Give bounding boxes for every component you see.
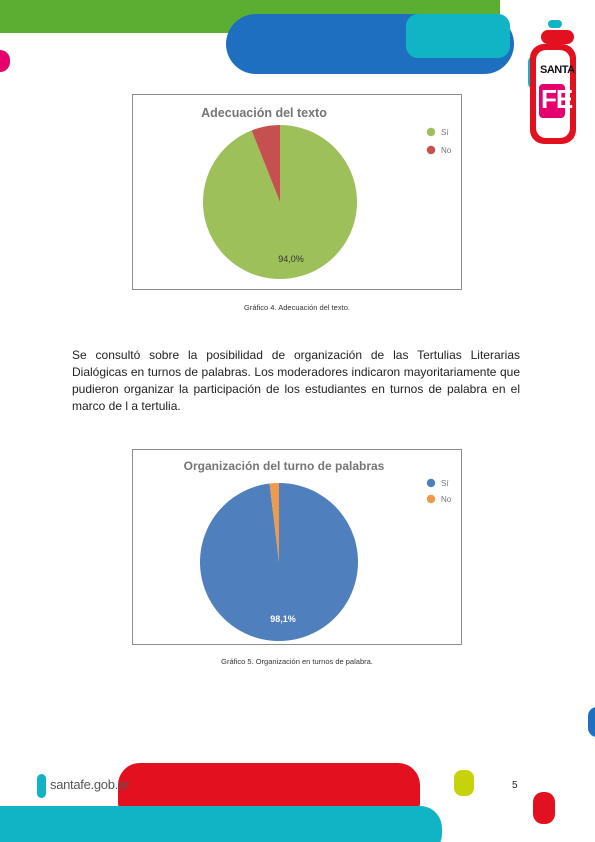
legend-swatch-no — [427, 146, 435, 154]
footer-lime-pill — [454, 770, 474, 796]
pie-data-label: 98,1% — [270, 614, 296, 624]
legend-swatch-si — [427, 479, 435, 487]
legend-label-si: Sí — [441, 479, 449, 488]
body-paragraph: Se consultó sobre la posibilidad de organización de las Tertulias Literarias Dialógicas en turnos de palabras. Los moderadores indicaron mayoritariamente que pudieron organizar la participación de los estudiantes en turnos de palabra en el marco de l a tertulia. — [72, 348, 520, 413]
chart-frame-2 — [132, 449, 462, 645]
legend-label-no: No — [441, 146, 452, 155]
header-cyan-pill — [406, 14, 510, 58]
legend-label-si: Sí — [441, 128, 449, 137]
logo-text-bottom: FE — [541, 84, 573, 114]
footer-logo-mark — [37, 774, 46, 798]
legend-label-no: No — [441, 495, 452, 504]
chart-frame-1 — [132, 94, 462, 290]
chart-caption-1: Gráfico 4. Adecuación del texto. — [244, 303, 350, 312]
logo-text-top: SANTA — [540, 64, 575, 76]
chart-title: Adecuación del texto — [201, 106, 327, 120]
page-number: 5 — [512, 780, 518, 791]
chart-caption-2: Gráfico 5. Organización en turnos de palabra. — [221, 657, 373, 666]
pie-chart-2 — [133, 450, 460, 643]
footer-cyan-band — [0, 806, 442, 842]
chart-legend — [427, 128, 452, 155]
pie-chart-1 — [133, 95, 460, 288]
footer-red-dot — [533, 792, 555, 824]
chart-title: Organización del turno de palabras — [183, 459, 385, 473]
side-blue-pill — [588, 707, 595, 737]
legend-swatch-no — [427, 495, 435, 503]
header-pink-dot — [0, 50, 10, 72]
footer-decoration — [0, 750, 595, 842]
santa-fe-logo — [528, 20, 576, 144]
chart-legend — [427, 479, 452, 504]
footer-url: santafe.gob.ar — [50, 777, 129, 792]
legend-swatch-si — [427, 128, 435, 136]
pie-data-label: 94,0% — [278, 254, 304, 264]
